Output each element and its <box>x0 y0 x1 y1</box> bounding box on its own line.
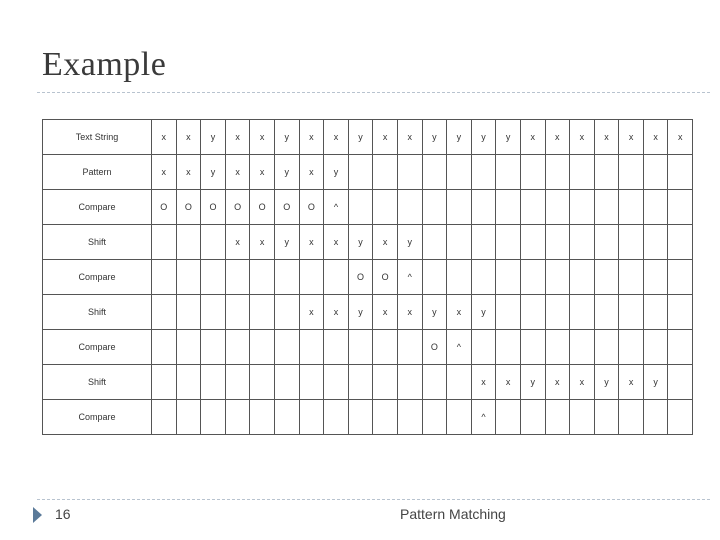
table-cell <box>152 365 177 400</box>
table-row <box>43 190 693 225</box>
table-cell <box>373 190 398 225</box>
table-cell <box>250 260 275 295</box>
table-cell: O <box>152 190 177 225</box>
table-cell: x <box>668 120 693 155</box>
table-cell <box>496 260 521 295</box>
row-label: Compare <box>43 190 152 225</box>
table-cell: y <box>201 120 226 155</box>
table-cell: x <box>299 295 324 330</box>
table-cell: y <box>422 120 447 155</box>
table-cell <box>520 400 545 435</box>
table-cell <box>373 365 398 400</box>
table-row <box>43 295 693 330</box>
table-cell: x <box>324 295 349 330</box>
table-cell: y <box>274 120 299 155</box>
table-cell: ^ <box>397 260 422 295</box>
table-cell <box>619 190 644 225</box>
table-cell <box>520 330 545 365</box>
table-cell <box>496 295 521 330</box>
table-cell <box>668 190 693 225</box>
table-cell <box>274 330 299 365</box>
table-cell <box>471 225 496 260</box>
table-cell <box>619 155 644 190</box>
table-cell: x <box>373 225 398 260</box>
table-cell <box>201 330 226 365</box>
table-cell: x <box>324 225 349 260</box>
table-cell: x <box>324 120 349 155</box>
table-cell: y <box>201 155 226 190</box>
table-cell <box>299 260 324 295</box>
table-cell: x <box>594 120 619 155</box>
table-cell <box>422 225 447 260</box>
table-cell: O <box>201 190 226 225</box>
table-cell <box>594 155 619 190</box>
table-cell <box>176 295 201 330</box>
table-cell <box>643 330 668 365</box>
table-cell <box>520 155 545 190</box>
table-cell: y <box>471 120 496 155</box>
table-cell <box>447 260 472 295</box>
table-cell <box>496 155 521 190</box>
table-cell <box>668 295 693 330</box>
table-cell: y <box>643 365 668 400</box>
table-cell <box>594 225 619 260</box>
table-cell <box>643 155 668 190</box>
table-cell <box>570 295 595 330</box>
row-label: Text String <box>43 120 152 155</box>
table-cell <box>348 400 373 435</box>
table-cell <box>176 260 201 295</box>
table-cell: x <box>570 120 595 155</box>
table-cell <box>299 330 324 365</box>
table-cell: y <box>348 225 373 260</box>
table-cell <box>274 295 299 330</box>
table-cell <box>447 365 472 400</box>
table-cell: x <box>299 155 324 190</box>
table-cell: y <box>471 295 496 330</box>
table-cell <box>570 400 595 435</box>
table-cell: x <box>643 120 668 155</box>
table-cell <box>348 330 373 365</box>
table-cell: x <box>225 120 250 155</box>
table-cell <box>594 295 619 330</box>
table-cell: x <box>250 120 275 155</box>
table-cell: O <box>299 190 324 225</box>
table-cell <box>422 400 447 435</box>
table-cell: x <box>496 365 521 400</box>
row-label: Shift <box>43 225 152 260</box>
table-cell <box>250 295 275 330</box>
table-cell <box>324 330 349 365</box>
table-cell <box>201 295 226 330</box>
table-cell <box>397 190 422 225</box>
table-cell <box>201 400 226 435</box>
table-cell <box>152 400 177 435</box>
table-cell: x <box>225 155 250 190</box>
table-cell <box>373 330 398 365</box>
table-cell: O <box>274 190 299 225</box>
table-row <box>43 400 693 435</box>
table-cell <box>545 260 570 295</box>
table-cell: ^ <box>447 330 472 365</box>
row-label: Pattern <box>43 155 152 190</box>
table-cell: y <box>397 225 422 260</box>
table-cell <box>447 400 472 435</box>
table-cell <box>250 365 275 400</box>
table-row <box>43 365 693 400</box>
table-cell <box>496 330 521 365</box>
table-cell: x <box>152 120 177 155</box>
table-cell <box>619 330 644 365</box>
table-cell <box>594 400 619 435</box>
table-cell <box>201 260 226 295</box>
table-cell: y <box>447 120 472 155</box>
table-cell: O <box>250 190 275 225</box>
table-cell <box>176 365 201 400</box>
table-cell <box>225 260 250 295</box>
table-cell: x <box>299 225 324 260</box>
table-cell <box>274 260 299 295</box>
table-cell <box>545 330 570 365</box>
table-cell: x <box>397 120 422 155</box>
table-cell: x <box>225 225 250 260</box>
table-cell: O <box>373 260 398 295</box>
row-label: Compare <box>43 260 152 295</box>
table-cell <box>668 225 693 260</box>
table-cell <box>274 400 299 435</box>
table-cell: O <box>225 190 250 225</box>
table-cell: x <box>471 365 496 400</box>
table-cell: y <box>324 155 349 190</box>
table-cell: y <box>348 295 373 330</box>
table-cell <box>250 330 275 365</box>
table-cell <box>422 155 447 190</box>
table-cell <box>201 365 226 400</box>
table-cell <box>668 330 693 365</box>
table-cell <box>471 330 496 365</box>
table-cell <box>397 330 422 365</box>
table-cell: x <box>250 155 275 190</box>
table-cell: y <box>274 225 299 260</box>
table-cell <box>668 365 693 400</box>
table-cell: O <box>422 330 447 365</box>
table-cell <box>643 260 668 295</box>
table-cell: x <box>176 155 201 190</box>
table-cell <box>447 225 472 260</box>
table-cell <box>594 260 619 295</box>
table-cell <box>520 190 545 225</box>
table-cell <box>225 400 250 435</box>
table-cell <box>373 155 398 190</box>
table-cell <box>299 400 324 435</box>
table-cell <box>250 400 275 435</box>
table-cell <box>520 295 545 330</box>
table-cell <box>619 295 644 330</box>
table-cell <box>324 365 349 400</box>
table-cell <box>397 365 422 400</box>
table-cell: y <box>422 295 447 330</box>
table-cell: x <box>250 225 275 260</box>
table-cell <box>570 330 595 365</box>
table-cell <box>447 155 472 190</box>
table-cell: x <box>447 295 472 330</box>
table-cell: x <box>520 120 545 155</box>
table-cell <box>643 295 668 330</box>
table-cell: x <box>152 155 177 190</box>
table-cell <box>274 365 299 400</box>
table-cell <box>619 400 644 435</box>
table-cell <box>668 400 693 435</box>
table-cell <box>619 260 644 295</box>
table-row <box>43 120 693 155</box>
table-cell <box>643 225 668 260</box>
table-cell: ^ <box>324 190 349 225</box>
table-cell: y <box>274 155 299 190</box>
table-cell: x <box>619 120 644 155</box>
table-row <box>43 225 693 260</box>
table-cell <box>397 155 422 190</box>
table-cell: y <box>594 365 619 400</box>
table-cell: y <box>348 120 373 155</box>
table-cell <box>373 400 398 435</box>
table-cell <box>201 225 226 260</box>
table-body <box>43 120 693 435</box>
table-cell <box>152 225 177 260</box>
table-cell: x <box>545 365 570 400</box>
table-cell <box>594 330 619 365</box>
table-cell <box>496 190 521 225</box>
pattern-matching-table <box>42 119 693 435</box>
table-cell <box>471 260 496 295</box>
table-cell <box>619 225 644 260</box>
table-cell <box>570 155 595 190</box>
table-cell <box>324 260 349 295</box>
table-cell <box>545 295 570 330</box>
table-cell: x <box>299 120 324 155</box>
table-cell <box>594 190 619 225</box>
table-cell <box>643 400 668 435</box>
table-cell: y <box>520 365 545 400</box>
table-cell <box>422 190 447 225</box>
table-cell <box>570 225 595 260</box>
title-divider <box>37 92 710 93</box>
table-cell: O <box>348 260 373 295</box>
table-cell <box>471 190 496 225</box>
table-cell: x <box>373 295 398 330</box>
table-cell <box>570 260 595 295</box>
table-cell <box>545 225 570 260</box>
table-cell: x <box>545 120 570 155</box>
row-label: Compare <box>43 400 152 435</box>
row-label: Shift <box>43 365 152 400</box>
table-cell <box>471 155 496 190</box>
row-label: Compare <box>43 330 152 365</box>
table-cell: x <box>373 120 398 155</box>
table-cell <box>668 260 693 295</box>
table-cell <box>152 260 177 295</box>
table-row <box>43 260 693 295</box>
table-cell <box>152 330 177 365</box>
table-cell <box>225 295 250 330</box>
table-cell: x <box>176 120 201 155</box>
table-cell: x <box>619 365 644 400</box>
slide-title: Example <box>42 46 167 83</box>
table-row <box>43 330 693 365</box>
footer-title: Pattern Matching <box>400 506 506 522</box>
table-cell <box>348 155 373 190</box>
table-cell <box>643 190 668 225</box>
table-cell <box>225 365 250 400</box>
footer-divider <box>37 499 710 500</box>
table-cell: O <box>176 190 201 225</box>
table-cell <box>225 330 250 365</box>
row-label: Shift <box>43 295 152 330</box>
table-cell <box>545 190 570 225</box>
table-cell <box>422 365 447 400</box>
table-cell <box>570 190 595 225</box>
table-cell <box>545 400 570 435</box>
table-cell <box>348 190 373 225</box>
table-cell <box>520 225 545 260</box>
table-cell <box>397 400 422 435</box>
table-cell <box>299 365 324 400</box>
table-cell <box>520 260 545 295</box>
table-cell <box>176 225 201 260</box>
table-cell <box>152 295 177 330</box>
table-cell <box>496 400 521 435</box>
page-number: 16 <box>55 506 71 522</box>
table-cell: y <box>496 120 521 155</box>
table-cell <box>324 400 349 435</box>
table-cell <box>422 260 447 295</box>
triangle-bullet-icon <box>33 507 42 523</box>
table-cell <box>348 365 373 400</box>
table-cell: ^ <box>471 400 496 435</box>
table-cell: x <box>570 365 595 400</box>
table-cell <box>447 190 472 225</box>
table-cell <box>545 155 570 190</box>
table-cell <box>496 225 521 260</box>
table-cell <box>176 330 201 365</box>
table-cell: x <box>397 295 422 330</box>
table-row <box>43 155 693 190</box>
table-cell <box>668 155 693 190</box>
table-cell <box>176 400 201 435</box>
